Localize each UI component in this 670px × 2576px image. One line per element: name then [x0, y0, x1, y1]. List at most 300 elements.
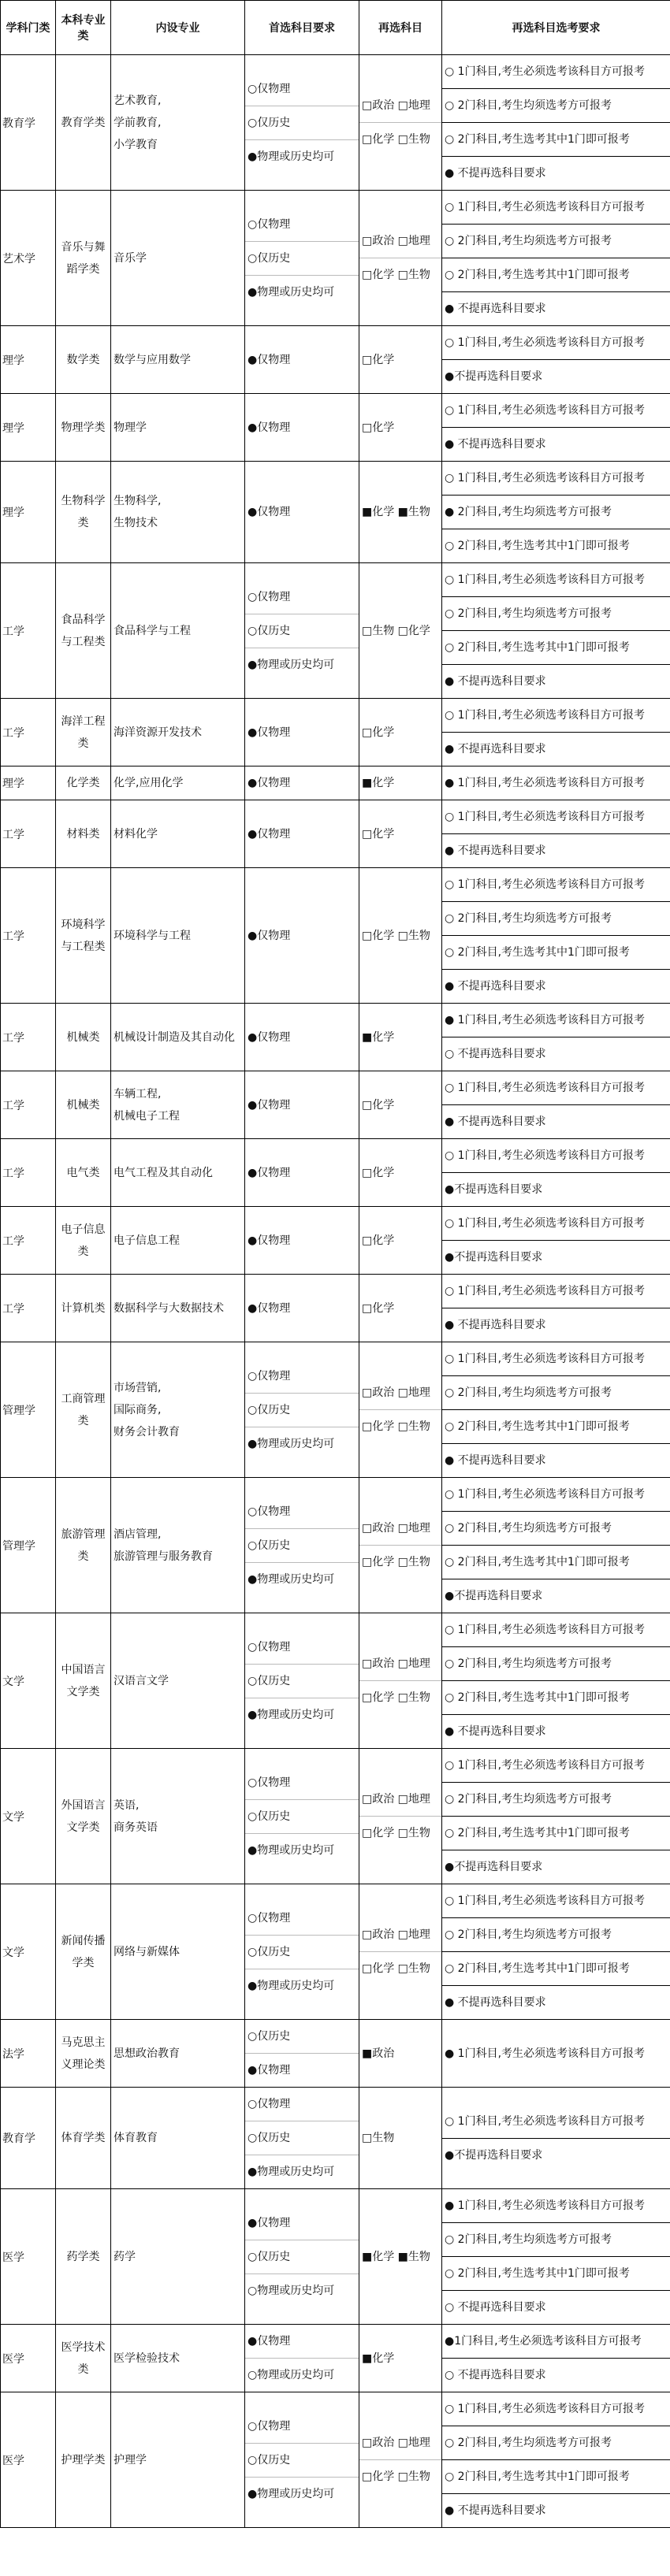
internal-major-cell: [111, 2325, 245, 2392]
category-cell: 管理学: [1, 1342, 56, 1478]
internal-major-cell: [111, 1004, 245, 1071]
first-subject-option: ●物理或历史均可: [245, 1969, 359, 2003]
internal-major-item: 物理学: [114, 421, 147, 434]
reselect-requirement-option: ● 不提再选科目要求: [442, 664, 670, 698]
reselect-requirement-option: ●不提再选科目要求: [442, 1240, 670, 1274]
first-subject-option: ○仅历史: [245, 1799, 359, 1833]
reselect-subject-option: □政治 □地理: [362, 2437, 430, 2449]
reselect-requirement-option: ○ 1门科目,考生必须选考该科目方可报考: [445, 1149, 646, 1162]
reselect-requirement-option: ○ 2门科目,考生选考其中1门即可报考: [442, 1816, 670, 1850]
internal-major-item: 机械电子工程: [114, 1109, 180, 1123]
category-cell: 管理学: [1, 1478, 56, 1613]
reselect-requirement-option: ○ 2门科目,考生选考其中1门即可报考: [442, 258, 670, 291]
internal-major-cell: [111, 1749, 245, 1884]
reselect-subject-option: ■化学 ■生物: [362, 2250, 430, 2263]
reselect-subject-cell: [359, 2189, 442, 2325]
internal-major-cell: [111, 800, 245, 868]
reselect-subject-option: □政治 □地理: [362, 1522, 430, 1535]
reselect-subject-option: □化学: [362, 827, 395, 841]
reselect-requirement-option: ○ 2门科目,考生选考其中1门即可报考: [442, 935, 670, 969]
internal-major-item: 学前教育,: [114, 116, 162, 129]
table-row: [1, 1139, 670, 1207]
first-subject-option: ○物理或历史均可: [245, 2358, 359, 2392]
reselect-requirement-option: ● 不提再选科目要求: [442, 1443, 670, 1477]
first-subject-cell: [245, 699, 359, 766]
reselect-requirement-option: ○ 2门科目,考生选考其中1门即可报考: [442, 2459, 670, 2493]
first-subject-option: ●仅物理: [248, 929, 291, 942]
reselect-requirement-cell: [442, 1139, 670, 1207]
reselect-requirement-cell: [442, 462, 670, 563]
category-cell: 医学: [1, 2189, 56, 2325]
reselect-requirement-option: ○ 1门科目,考生必须选考该科目方可报考: [445, 2403, 646, 2415]
internal-major-item: 网络与新媒体: [114, 1945, 180, 1958]
internal-major-item: 市场营销,: [114, 1381, 162, 1394]
reselect-requirement-cell: [442, 1071, 670, 1139]
reselect-subject-option: □政治 □地理: [362, 1657, 430, 1670]
internal-major-cell: [111, 1884, 245, 2020]
internal-major-cell: [111, 462, 245, 563]
reselect-requirement-option: ○ 1门科目,考生必须选考该科目方可报考: [445, 472, 646, 484]
category-cell: 文学: [1, 1884, 56, 2020]
reselect-requirement-option: ○ 2门科目,考生选考其中1门即可报考: [442, 1951, 670, 1985]
major-class-cell: 机械类: [56, 1071, 111, 1139]
internal-major-cell: [111, 326, 245, 394]
reselect-requirement-cell: [442, 699, 670, 766]
major-class-cell: 教育学类: [56, 55, 111, 191]
first-subject-option: ●物理或历史均可: [245, 2477, 359, 2511]
first-subject-cell: [245, 766, 359, 800]
reselect-requirement-option: ○ 2门科目,考生均须选考方可报考: [442, 1375, 670, 1409]
table-row: [1, 800, 670, 868]
reselect-subject-option: ■化学: [362, 777, 395, 789]
reselect-subject-cell: [359, 1613, 442, 1749]
reselect-subject-cell: [359, 2325, 442, 2392]
first-subject-option: ●仅物理: [248, 353, 291, 366]
reselect-subject-cell: [359, 55, 442, 191]
major-class-cell: 计算机类: [56, 1275, 111, 1342]
major-class-cell: 生物科学类: [56, 462, 111, 563]
internal-major-cell: [111, 1207, 245, 1275]
first-subject-cell: [245, 191, 359, 326]
first-subject-cell: [245, 2088, 359, 2189]
category-cell: 工学: [1, 1275, 56, 1342]
first-subject-option: ●仅物理: [245, 2053, 359, 2087]
table-row: [1, 868, 670, 1004]
table-row: [1, 2088, 670, 2189]
table-row: [1, 191, 670, 326]
reselect-requirement-option: ○ 2门科目,考生均须选考方可报考: [442, 901, 670, 935]
category-cell: 工学: [1, 1207, 56, 1275]
table-row: [1, 1275, 670, 1342]
reselect-requirement-option: ● 不提再选科目要求: [442, 1308, 670, 1342]
first-subject-option: ○仅历史: [245, 2240, 359, 2273]
reselect-requirement-option: ○ 2门科目,考生均须选考方可报考: [442, 1511, 670, 1545]
first-subject-cell: [245, 563, 359, 699]
reselect-subject-option: ■化学: [362, 1030, 395, 1044]
major-class-cell: 音乐与舞蹈学类: [56, 191, 111, 326]
first-subject-option: ●物理或历史均可: [245, 648, 359, 681]
reselect-requirement-option: ○ 1门科目,考生必须选考该科目方可报考: [445, 336, 646, 349]
reselect-subject-option: □化学 □生物: [362, 929, 430, 942]
reselect-requirement-option: ○ 2门科目,考生均须选考方可报考: [442, 88, 670, 122]
table-row: [1, 699, 670, 766]
table-row: [1, 1071, 670, 1139]
major-class-cell: 外国语言文学类: [56, 1749, 111, 1884]
reselect-requirement-option: ○ 2门科目,考生均须选考方可报考: [442, 1646, 670, 1680]
reselect-subject-option: □化学 □生物: [359, 1951, 441, 1985]
first-subject-cell: [245, 1275, 359, 1342]
reselect-subject-cell: [359, 563, 442, 699]
reselect-requirement-option: ● 1门科目,考生必须选考该科目方可报考: [445, 2199, 646, 2212]
internal-major-item: 医学检验技术: [114, 2351, 180, 2365]
first-subject-option: ●物理或历史均可: [245, 2155, 359, 2188]
reselect-requirement-option: ●不提再选科目要求: [442, 1579, 670, 1613]
first-subject-option: ○仅物理: [248, 1505, 291, 1518]
category-cell: 教育学: [1, 2088, 56, 2189]
first-subject-option: ●仅物理: [248, 726, 291, 739]
reselect-requirement-cell: [442, 1478, 670, 1613]
header-reselect-subject: 再选科目: [359, 1, 442, 55]
reselect-subject-cell: [359, 462, 442, 563]
reselect-subject-cell: [359, 766, 442, 800]
reselect-requirement-cell: [442, 55, 670, 191]
first-subject-option: ○仅物理: [248, 1911, 291, 1925]
reselect-subject-option: □化学: [362, 421, 395, 434]
reselect-requirement-option: ○ 2门科目,考生选考其中1门即可报考: [442, 630, 670, 664]
header-category: 学科门类: [1, 1, 56, 55]
internal-major-cell: [111, 699, 245, 766]
internal-major-cell: [111, 2020, 245, 2088]
reselect-requirement-option: ● 不提再选科目要求: [442, 969, 670, 1003]
reselect-subject-cell: [359, 1749, 442, 1884]
category-cell: 工学: [1, 699, 56, 766]
first-subject-cell: [245, 1139, 359, 1207]
reselect-requirement-option: ○ 2门科目,考生选考其中1门即可报考: [442, 1409, 670, 1443]
reselect-subject-cell: [359, 326, 442, 394]
reselect-requirement-option: ○ 1门科目,考生必须选考该科目方可报考: [445, 709, 646, 722]
reselect-requirement-option: ○ 2门科目,考生均须选考方可报考: [442, 1917, 670, 1951]
reselect-subject-cell: [359, 868, 442, 1004]
category-cell: 工学: [1, 1139, 56, 1207]
internal-major-item: 国际商务,: [114, 1403, 162, 1416]
reselect-requirement-option: ● 1门科目,考生必须选考该科目方可报考: [445, 2047, 646, 2060]
first-subject-cell: [245, 1613, 359, 1749]
internal-major-cell: [111, 1139, 245, 1207]
internal-major-item: 体育教育: [114, 2132, 158, 2144]
reselect-requirement-option: ● 不提再选科目要求: [442, 427, 670, 461]
internal-major-item: 生物科学,: [114, 495, 162, 507]
major-class-cell: 体育学类: [56, 2088, 111, 2189]
first-subject-cell: [245, 1478, 359, 1613]
table-row: [1, 1613, 670, 1749]
first-subject-option: ○仅物理: [248, 217, 291, 231]
reselect-requirement-option: ● 1门科目,考生必须选考该科目方可报考: [445, 1014, 646, 1026]
internal-major-item: 食品科学与工程: [114, 624, 191, 637]
header-internal-major: 内设专业: [111, 1, 245, 55]
reselect-subject-option: □生物 □化学: [362, 624, 430, 637]
reselect-subject-cell: [359, 2020, 442, 2088]
first-subject-option: ○仅物理: [248, 2098, 291, 2110]
internal-major-item: 小学教育: [114, 138, 158, 151]
reselect-requirement-option: ●不提再选科目要求: [442, 359, 670, 393]
reselect-requirement-cell: [442, 2020, 670, 2088]
internal-major-cell: [111, 563, 245, 699]
first-subject-option: ○仅物理: [248, 1640, 291, 1654]
first-subject-option: ●仅物理: [248, 1234, 291, 1247]
first-subject-option: ○仅历史: [245, 1935, 359, 1969]
table-row: [1, 55, 670, 191]
reselect-requirement-option: ○ 1门科目,考生必须选考该科目方可报考: [445, 573, 646, 586]
reselect-requirement-option: ○ 1门科目,考生必须选考该科目方可报考: [445, 201, 646, 213]
internal-major-cell: [111, 55, 245, 191]
reselect-requirement-option: ○ 不提再选科目要求: [442, 2358, 670, 2392]
reselect-subject-cell: [359, 1071, 442, 1139]
header-reselect-requirement: 再选科目选考要求: [442, 1, 670, 55]
internal-major-cell: [111, 2392, 245, 2528]
first-subject-cell: [245, 2189, 359, 2325]
reselect-requirement-option: ● 不提再选科目要求: [442, 1104, 670, 1138]
reselect-subject-option: □政治 □地理: [362, 99, 430, 112]
reselect-requirement-option: ○ 1门科目,考生必须选考该科目方可报考: [445, 1217, 646, 1230]
internal-major-item: 护理学: [114, 2453, 147, 2467]
category-cell: 理学: [1, 394, 56, 462]
internal-major-item: 数学与应用数学: [114, 353, 191, 366]
reselect-subject-cell: [359, 1342, 442, 1478]
first-subject-option: ○仅物理: [248, 2419, 291, 2433]
reselect-subject-option: □政治 □地理: [362, 1928, 430, 1941]
reselect-requirement-option: ● 不提再选科目要求: [442, 1714, 670, 1748]
table-row: [1, 1207, 670, 1275]
first-subject-cell: [245, 1207, 359, 1275]
major-class-cell: 化学类: [56, 766, 111, 800]
header-first-subject: 首选科目要求: [245, 1, 359, 55]
category-cell: 工学: [1, 800, 56, 868]
internal-major-cell: [111, 394, 245, 462]
internal-major-item: 车辆工程,: [114, 1087, 162, 1101]
reselect-requirement-option: ○ 1门科目,考生必须选考该科目方可报考: [445, 65, 646, 78]
reselect-requirement-cell: [442, 1884, 670, 2020]
category-cell: 教育学: [1, 55, 56, 191]
reselect-subject-option: □政治 □地理: [362, 1386, 430, 1399]
reselect-requirement-cell: [442, 1004, 670, 1071]
reselect-requirement-option: ○ 不提再选科目要求: [442, 1037, 670, 1071]
first-subject-cell: [245, 1749, 359, 1884]
major-class-cell: 电气类: [56, 1139, 111, 1207]
first-subject-option: ○仅物理: [248, 590, 291, 603]
table-row: [1, 1884, 670, 2020]
internal-major-item: 药学: [114, 2250, 136, 2263]
reselect-requirement-option: ○ 1门科目,考生必须选考该科目方可报考: [445, 1759, 646, 1772]
reselect-subject-cell: [359, 1004, 442, 1071]
category-cell: 艺术学: [1, 191, 56, 326]
reselect-requirement-option: ○ 1门科目,考生必须选考该科目方可报考: [445, 1285, 646, 1297]
first-subject-option: ○仅历史: [245, 1393, 359, 1427]
reselect-requirement-option: ○ 1门科目,考生必须选考该科目方可报考: [445, 1488, 646, 1501]
reselect-subject-option: □化学 □生物: [359, 1545, 441, 1579]
reselect-subject-option: □化学 □生物: [359, 122, 441, 156]
reselect-subject-option: □化学 □生物: [359, 1680, 441, 1714]
table-row: [1, 1342, 670, 1478]
first-subject-option: ●物理或历史均可: [245, 139, 359, 173]
internal-major-item: 化学,应用化学: [114, 777, 184, 789]
reselect-requirement-option: ● 不提再选科目要求: [442, 291, 670, 325]
first-subject-option: ●仅物理: [248, 1301, 291, 1315]
major-class-cell: 材料类: [56, 800, 111, 868]
reselect-requirement-cell: [442, 1749, 670, 1884]
reselect-subject-option: ■化学 ■生物: [362, 506, 430, 518]
major-class-cell: 旅游管理类: [56, 1478, 111, 1613]
first-subject-cell: [245, 868, 359, 1004]
category-cell: 工学: [1, 1004, 56, 1071]
major-class-cell: 药学类: [56, 2189, 111, 2325]
first-subject-option: ●仅物理: [248, 1030, 291, 1044]
reselect-requirement-option: ● 不提再选科目要求: [442, 1985, 670, 2019]
first-subject-cell: [245, 2325, 359, 2392]
internal-major-item: 数据科学与大数据技术: [114, 1301, 224, 1315]
first-subject-option: ○仅物理: [248, 1369, 291, 1383]
reselect-subject-cell: [359, 1478, 442, 1613]
reselect-requirement-cell: [442, 2189, 670, 2325]
reselect-requirement-cell: [442, 191, 670, 326]
reselect-requirement-option: ○ 2门科目,考生均须选考方可报考: [442, 2222, 670, 2256]
first-subject-option: ●物理或历史均可: [245, 1427, 359, 1461]
major-class-cell: 物理学类: [56, 394, 111, 462]
table-row: [1, 2020, 670, 2088]
reselect-subject-cell: [359, 191, 442, 326]
reselect-requirement-option: ○ 2门科目,考生选考其中1门即可报考: [442, 2256, 670, 2290]
reselect-requirement-option: ● 2门科目,考生均须选考方可报考: [442, 495, 670, 529]
first-subject-option: ○仅历史: [245, 106, 359, 139]
reselect-subject-option: □化学: [362, 353, 395, 366]
category-cell: 工学: [1, 563, 56, 699]
header-row: [1, 1, 670, 55]
first-subject-option: ●仅物理: [248, 506, 291, 518]
reselect-subject-cell: [359, 394, 442, 462]
reselect-requirement-option: ● 不提再选科目要求: [442, 732, 670, 766]
reselect-requirement-option: ●不提再选科目要求: [442, 2138, 670, 2172]
first-subject-cell: [245, 1884, 359, 2020]
category-cell: 医学: [1, 2325, 56, 2392]
internal-major-cell: [111, 2189, 245, 2325]
table-row: [1, 2189, 670, 2325]
first-subject-option: ●仅物理: [248, 421, 291, 434]
category-cell: 文学: [1, 1613, 56, 1749]
reselect-subject-option: □生物: [362, 2132, 395, 2144]
reselect-subject-option: ■政治: [362, 2047, 395, 2060]
reselect-requirement-option: ○ 2门科目,考生选考其中1门即可报考: [442, 1545, 670, 1579]
reselect-subject-option: □化学 □生物: [359, 2459, 441, 2493]
reselect-requirement-cell: [442, 1207, 670, 1275]
first-subject-option: ○仅历史: [245, 1528, 359, 1562]
major-class-cell: 新闻传播学类: [56, 1884, 111, 2020]
reselect-subject-option: □政治 □地理: [362, 1793, 430, 1806]
reselect-subject-option: ■化学: [362, 2351, 395, 2365]
internal-major-item: 电气工程及其自动化: [114, 1166, 213, 1179]
reselect-requirement-option: ○ 1门科目,考生必须选考该科目方可报考: [445, 1624, 646, 1636]
category-cell: 理学: [1, 462, 56, 563]
first-subject-cell: [245, 1071, 359, 1139]
table-row: [1, 1478, 670, 1613]
reselect-subject-cell: [359, 1275, 442, 1342]
internal-major-item: 旅游管理与服务教育: [114, 1550, 213, 1563]
first-subject-option: ●仅物理: [248, 1166, 291, 1179]
internal-major-item: 海洋资源开发技术: [114, 726, 202, 739]
table-row: [1, 462, 670, 563]
internal-major-item: 材料化学: [114, 827, 158, 841]
first-subject-cell: [245, 800, 359, 868]
reselect-requirement-option: ● 1门科目,考生必须选考该科目方可报考: [445, 777, 646, 789]
first-subject-cell: [245, 55, 359, 191]
reselect-requirement-option: ○ 2门科目,考生均须选考方可报考: [442, 224, 670, 258]
first-subject-option: ●物理或历史均可: [245, 1698, 359, 1732]
reselect-subject-cell: [359, 1139, 442, 1207]
category-cell: 理学: [1, 326, 56, 394]
table-row: [1, 326, 670, 394]
table-row: [1, 766, 670, 800]
first-subject-option: ●仅物理: [248, 1098, 291, 1112]
internal-major-cell: [111, 191, 245, 326]
reselect-requirement-option: ○ 2门科目,考生选考其中1门即可报考: [442, 529, 670, 562]
reselect-requirement-option: ○ 2门科目,考生选考其中1门即可报考: [442, 122, 670, 156]
internal-major-cell: [111, 766, 245, 800]
reselect-requirement-cell: [442, 2392, 670, 2528]
first-subject-option: ○仅历史: [245, 2121, 359, 2155]
reselect-subject-option: □化学: [362, 1098, 395, 1112]
first-subject-option: ○物理或历史均可: [245, 2273, 359, 2307]
reselect-requirement-option: ○ 1门科目,考生必须选考该科目方可报考: [445, 1082, 646, 1094]
reselect-subject-option: □化学 □生物: [359, 258, 441, 291]
reselect-requirement-option: ○ 1门科目,考生必须选考该科目方可报考: [445, 811, 646, 823]
first-subject-option: ●仅物理: [248, 2216, 291, 2229]
first-subject-cell: [245, 394, 359, 462]
header-major-class: 本科专业类: [56, 1, 111, 55]
major-class-cell: 工商管理类: [56, 1342, 111, 1478]
first-subject-cell: [245, 462, 359, 563]
reselect-requirement-option: ○ 2门科目,考生均须选考方可报考: [442, 596, 670, 630]
reselect-subject-cell: [359, 2088, 442, 2189]
major-class-cell: 海洋工程类: [56, 699, 111, 766]
internal-major-item: 商务英语: [114, 1821, 158, 1834]
internal-major-cell: [111, 1613, 245, 1749]
category-cell: 医学: [1, 2392, 56, 2528]
reselect-requirement-option: ○ 1门科目,考生必须选考该科目方可报考: [445, 878, 646, 891]
reselect-requirement-cell: [442, 326, 670, 394]
reselect-requirement-cell: [442, 1613, 670, 1749]
major-class-cell: 食品科学与工程类: [56, 563, 111, 699]
first-subject-option: ○仅历史: [245, 2443, 359, 2477]
first-subject-option: ●物理或历史均可: [245, 1833, 359, 1867]
reselect-requirement-option: ○ 1门科目,考生必须选考该科目方可报考: [445, 1353, 646, 1365]
internal-major-item: 电子信息工程: [114, 1234, 180, 1247]
reselect-requirement-cell: [442, 394, 670, 462]
internal-major-item: 机械设计制造及其自动化: [114, 1030, 235, 1044]
major-class-cell: 马克思主义理论类: [56, 2020, 111, 2088]
reselect-requirement-cell: [442, 1342, 670, 1478]
internal-major-item: 财务会计教育: [114, 1425, 180, 1438]
reselect-requirement-cell: [442, 1275, 670, 1342]
reselect-requirement-option: ●不提再选科目要求: [442, 1172, 670, 1206]
table-row: [1, 2392, 670, 2528]
internal-major-cell: [111, 2088, 245, 2189]
first-subject-cell: [245, 1004, 359, 1071]
reselect-requirement-option: ○ 1门科目,考生必须选考该科目方可报考: [445, 1895, 646, 1907]
first-subject-option: ●物理或历史均可: [245, 275, 359, 309]
first-subject-option: ○仅历史: [245, 1664, 359, 1698]
first-subject-cell: [245, 2020, 359, 2088]
reselect-requirement-option: ○ 1门科目,考生必须选考该科目方可报考: [445, 2114, 646, 2128]
first-subject-cell: [245, 1342, 359, 1478]
reselect-requirement-cell: [442, 868, 670, 1004]
